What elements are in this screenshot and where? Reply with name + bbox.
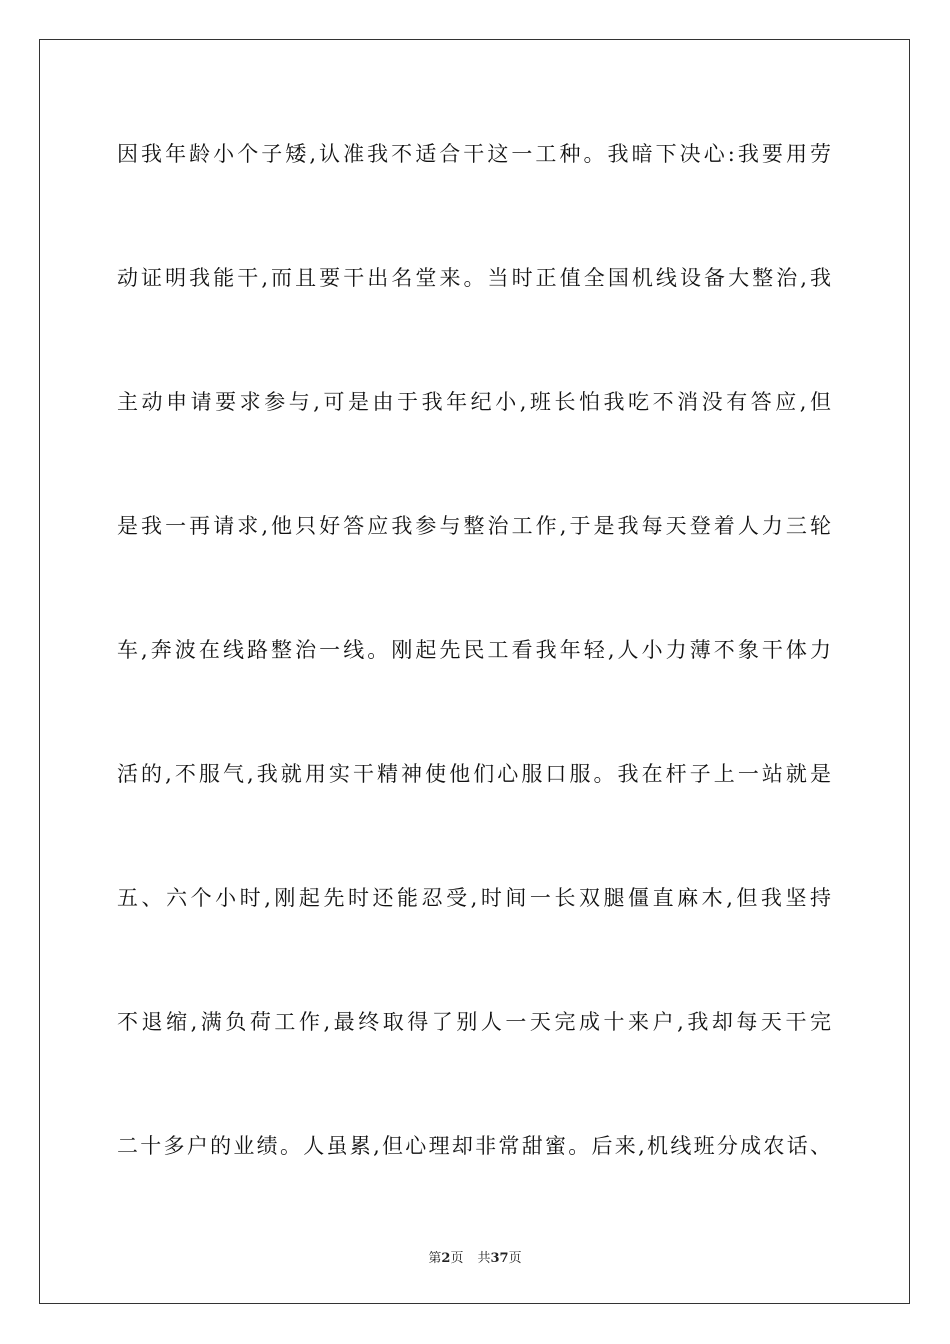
text-line-6: 活的,不服气,我就用实干精神使他们心服口服。我在杆子上一站就是 — [117, 762, 832, 786]
document-body — [117, 124, 832, 1240]
total-label-suffix: 页 — [508, 1251, 522, 1266]
text-line-1: 因我年龄小个子矮,认准我不适合干这一工种。我暗下决心:我要用劳 — [117, 142, 832, 166]
total-pages: 37 — [490, 1251, 509, 1266]
page-footer — [0, 1247, 950, 1266]
text-line-4: 是我一再请求,他只好答应我参与整治工作,于是我每天登着人力三轮 — [117, 514, 832, 538]
total-label-prefix: 共 — [477, 1251, 491, 1266]
text-line-7: 五、六个小时,刚起先时还能忍受,时间一长双腿僵直麻木,但我坚持 — [117, 886, 832, 910]
text-line-9: 二十多户的业绩。人虽累,但心理却非常甜蜜。后来,机线班分成农话、 — [117, 1134, 832, 1158]
page-number: 2 — [441, 1251, 451, 1266]
text-line-8: 不退缩,满负荷工作,最终取得了别人一天完成十来户,我却每天干完 — [117, 1010, 832, 1034]
text-line-2: 动证明我能干,而且要干出名堂来。当时正值全国机线设备大整治,我 — [117, 266, 832, 290]
page-label-prefix: 第 — [428, 1251, 442, 1266]
text-line-3: 主动申请要求参与,可是由于我年纪小,班长怕我吃不消没有答应,但 — [117, 390, 832, 414]
text-line-5: 车,奔波在线路整治一线。刚起先民工看我年轻,人小力薄不象干体力 — [117, 638, 832, 662]
page-label-suffix: 页 — [450, 1251, 464, 1266]
